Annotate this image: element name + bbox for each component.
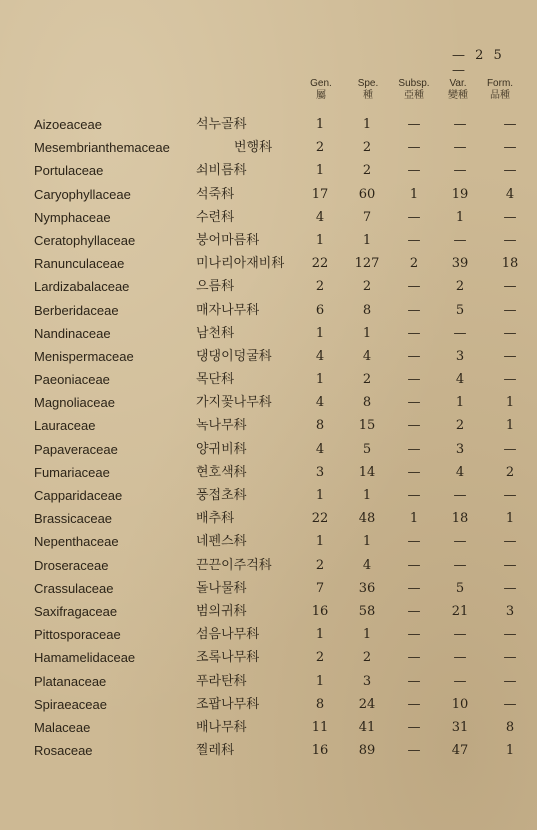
family-name-latin: Papaveraceae [34,441,118,457]
table-row [0,462,537,485]
family-name-latin: Nepenthaceae [34,534,119,550]
variety-count: 4 [455,464,465,480]
table-row [0,137,537,160]
form-count: — [503,232,517,248]
family-name-latin: Nymphaceae [34,209,111,225]
variety-count: — [453,117,467,132]
subspecies-count: — [407,650,421,666]
family-name-latin: Lardizabalaceae [34,279,130,295]
species-count: 1 [362,627,372,643]
form-count: — [503,372,517,388]
genus-count: 1 [315,325,325,341]
subspecies-count: — [407,580,421,596]
form-count: 1 [505,395,515,411]
family-name-korean: 매자나무科 [196,302,260,318]
subspecies-count: — [407,441,421,457]
genus-count: 2 [315,140,325,156]
family-name-korean: 조팝나무科 [196,696,260,712]
genus-count: 16 [311,743,329,759]
species-count: 4 [362,557,372,573]
subspecies-count: — [407,464,421,480]
form-count: 8 [505,719,515,735]
table-row [0,323,537,346]
variety-count: 39 [451,256,469,272]
genus-count: 1 [315,232,325,248]
genus-count: 3 [315,464,325,480]
column-header-spe [343,78,393,102]
species-count: 60 [358,186,376,202]
family-name-korean: 범의귀科 [196,603,247,619]
species-count: 89 [358,743,376,759]
species-count: 4 [362,348,372,364]
genus-count: 4 [315,209,325,225]
family-name-latin: Aizoeaceae [34,117,102,132]
family-name-korean: 가지꽃나무科 [196,395,272,411]
form-count: — [503,163,517,179]
variety-count: — [453,557,467,573]
species-count: 8 [362,395,372,411]
form-count: — [503,534,517,550]
table-row [0,694,537,717]
genus-count: 11 [311,719,329,735]
table-row [0,300,537,323]
form-count: — [503,117,517,132]
family-name-latin: Menispermaceae [34,348,134,364]
genus-count: 2 [315,279,325,295]
variety-count: — [453,627,467,643]
species-count: 41 [358,719,376,735]
form-count: — [503,673,517,689]
column-label-hanja: 亞種 [404,90,424,101]
variety-count: — [453,673,467,689]
form-count: — [503,140,517,156]
column-label-hanja: 品種 [490,90,510,101]
column-label-hanja: 變種 [448,90,468,101]
species-count: 2 [362,650,372,666]
subspecies-count: — [407,627,421,643]
genus-count: 1 [315,163,325,179]
family-name-latin: Saxifragaceae [34,603,118,619]
variety-count: 1 [455,209,465,225]
species-count: 2 [362,372,372,388]
subspecies-count: — [407,325,421,341]
column-label-hanja: 屬 [316,90,326,101]
table-row [0,439,537,462]
genus-count: 22 [311,511,329,527]
family-name-latin: Capparidaceae [34,488,123,503]
family-name-latin: Berberidaceae [34,302,119,318]
subspecies-count: — [407,603,421,619]
genus-count: 4 [315,441,325,457]
family-name-latin: Spiraeaceae [34,696,107,712]
genus-count: 4 [315,395,325,411]
genus-count: 6 [315,302,325,318]
family-table [0,114,537,763]
family-name-korean: 미나리아재비科 [196,256,285,272]
subspecies-count: — [407,372,421,388]
family-name-korean: 푸라탄科 [196,673,247,689]
genus-count: 8 [315,696,325,712]
family-name-korean: 석누골科 [196,117,247,132]
variety-count: — [453,232,467,248]
genus-count: 8 [315,418,325,434]
family-name-korean: 수련科 [196,209,235,225]
family-name-korean: 남천科 [196,325,235,341]
family-name-korean: 찔레科 [196,743,235,759]
table-row [0,508,537,531]
variety-count: — [453,488,467,503]
species-count: 14 [358,464,376,480]
variety-count: — [453,163,467,179]
variety-count: 19 [451,186,469,202]
column-label: Form. [486,78,514,89]
subspecies-count: 2 [409,256,419,272]
variety-count: 5 [455,302,465,318]
genus-count: 1 [315,673,325,689]
variety-count: 3 [455,348,465,364]
subspecies-count: — [407,743,421,759]
table-row [0,253,537,276]
table-row [0,717,537,740]
genus-count: 1 [315,534,325,550]
column-label-hanja: 種 [363,90,373,101]
table-row [0,555,537,578]
variety-count: 18 [451,511,469,527]
form-count: — [503,279,517,295]
species-count: 1 [362,232,372,248]
table-header [0,78,537,112]
variety-count: 47 [451,743,469,759]
table-row [0,184,537,207]
table-row [0,392,537,415]
form-count: — [503,325,517,341]
form-count: — [503,488,517,503]
family-name-latin: Platanaceae [34,673,107,689]
subspecies-count: — [407,719,421,735]
table-row [0,346,537,369]
variety-count: 21 [451,603,469,619]
subspecies-count: — [407,348,421,364]
column-label: Spe. [357,78,379,89]
subspecies-count: — [407,488,421,503]
family-name-latin: Portulaceae [34,163,104,179]
subspecies-count: — [407,279,421,295]
form-count: 4 [505,186,515,202]
form-count: 3 [505,603,515,619]
table-row [0,531,537,554]
species-count: 2 [362,140,372,156]
species-count: 3 [362,673,372,689]
family-name-latin: Paeoniaceae [34,372,110,388]
family-name-latin: Rosaceae [34,743,93,759]
genus-count: 2 [315,557,325,573]
table-row [0,369,537,392]
table-row [0,671,537,694]
species-count: 1 [362,488,372,503]
variety-count: — [453,140,467,156]
form-count: 18 [501,256,519,272]
variety-count: — [453,534,467,550]
subspecies-count: — [407,395,421,411]
family-name-korean: 돌나물科 [196,580,247,596]
family-name-korean: 쇠비름科 [196,163,247,179]
variety-count: 31 [451,719,469,735]
genus-count: 7 [315,580,325,596]
species-count: 24 [358,696,376,712]
column-label: Var. [449,78,467,89]
subspecies-count: — [407,418,421,434]
family-name-latin: Malaceae [34,719,91,735]
table-row [0,578,537,601]
species-count: 48 [358,511,376,527]
species-count: 36 [358,580,376,596]
genus-count: 17 [311,186,329,202]
subspecies-count: — [407,163,421,179]
species-count: 1 [362,325,372,341]
subspecies-count: — [407,302,421,318]
subspecies-count: — [407,117,421,132]
family-name-korean: 으름科 [196,279,235,295]
species-count: 2 [362,279,372,295]
column-label: Subsp. [398,78,430,89]
family-name-korean: 풍접초科 [196,488,247,503]
species-count: 8 [362,302,372,318]
family-name-latin: Magnoliaceae [34,395,115,411]
family-name-korean: 댕댕이덩굴科 [196,348,272,364]
variety-count: 2 [455,279,465,295]
form-count: 2 [505,464,515,480]
table-row [0,230,537,253]
table-row [0,601,537,624]
species-count: 2 [362,163,372,179]
family-name-latin: Caryophyllaceae [34,186,131,202]
species-count: 127 [354,256,380,272]
subspecies-count: — [407,209,421,225]
form-count: — [503,627,517,643]
family-name-korean: 끈끈이주걱科 [196,557,272,573]
family-name-korean: 녹나무科 [196,418,247,434]
table-row [0,647,537,670]
genus-count: 1 [315,117,325,132]
form-count: — [503,696,517,712]
species-count: 1 [362,117,372,132]
form-count: 1 [505,511,515,527]
subspecies-count: — [407,232,421,248]
variety-count: — [453,650,467,666]
family-name-korean: 배나무科 [196,719,247,735]
table-row [0,114,537,137]
genus-count: 4 [315,348,325,364]
form-count: — [503,302,517,318]
family-name-latin: Mesembrianthemaceae [34,140,170,156]
species-count: 15 [358,418,376,434]
species-count: 58 [358,603,376,619]
subspecies-count: — [407,696,421,712]
table-row [0,485,537,508]
table-row [0,740,537,763]
table-row [0,276,537,299]
subspecies-count: — [407,557,421,573]
family-name-latin: Ranunculaceae [34,256,125,272]
species-count: 1 [362,534,372,550]
family-name-latin: Brassicaceae [34,511,113,527]
table-row [0,207,537,230]
table-row [0,624,537,647]
family-name-latin: Fumariaceae [34,464,110,480]
variety-count: — [453,325,467,341]
family-name-korean: 번행科 [234,140,273,156]
variety-count: 1 [455,395,465,411]
subspecies-count: — [407,140,421,156]
species-count: 5 [362,441,372,457]
family-name-korean: 양귀비科 [196,441,247,457]
genus-count: 22 [311,256,329,272]
family-name-korean: 네펜스科 [196,534,247,550]
table-row [0,415,537,438]
column-header-subsp [389,78,439,102]
family-name-latin: Droseraceae [34,557,109,573]
genus-count: 1 [315,372,325,388]
subspecies-count: 1 [409,186,419,202]
family-name-korean: 붕어마름科 [196,232,260,248]
page-number: — 2 5 — [452,48,505,78]
family-name-korean: 현호색科 [196,464,247,480]
family-name-korean: 석죽科 [196,186,235,202]
column-header-gen [296,78,346,102]
form-count: 1 [505,418,515,434]
genus-count: 2 [315,650,325,666]
column-header-form [475,78,525,102]
genus-count: 1 [315,488,325,503]
family-name-korean: 배추科 [196,511,235,527]
variety-count: 10 [451,696,469,712]
form-count: — [503,557,517,573]
subspecies-count: — [407,673,421,689]
form-count: — [503,209,517,225]
family-name-korean: 목단科 [196,372,235,388]
variety-count: 2 [455,418,465,434]
family-name-korean: 섬음나무科 [196,627,260,643]
form-count: — [503,441,517,457]
form-count: 1 [505,743,515,759]
form-count: — [503,650,517,666]
variety-count: 4 [455,372,465,388]
family-name-latin: Hamamelidaceae [34,650,136,666]
genus-count: 1 [315,627,325,643]
table-row [0,160,537,183]
variety-count: 3 [455,441,465,457]
family-name-latin: Nandinaceae [34,325,111,341]
genus-count: 16 [311,603,329,619]
form-count: — [503,580,517,596]
variety-count: 5 [455,580,465,596]
column-label: Gen. [310,78,332,89]
family-name-korean: 조록나무科 [196,650,260,666]
family-name-latin: Crassulaceae [34,580,114,596]
family-name-latin: Pittosporaceae [34,627,121,643]
subspecies-count: — [407,534,421,550]
form-count: — [503,348,517,364]
family-name-latin: Lauraceae [34,418,96,434]
family-name-latin: Ceratophyllaceae [34,232,136,248]
species-count: 7 [362,209,372,225]
subspecies-count: 1 [409,511,419,527]
